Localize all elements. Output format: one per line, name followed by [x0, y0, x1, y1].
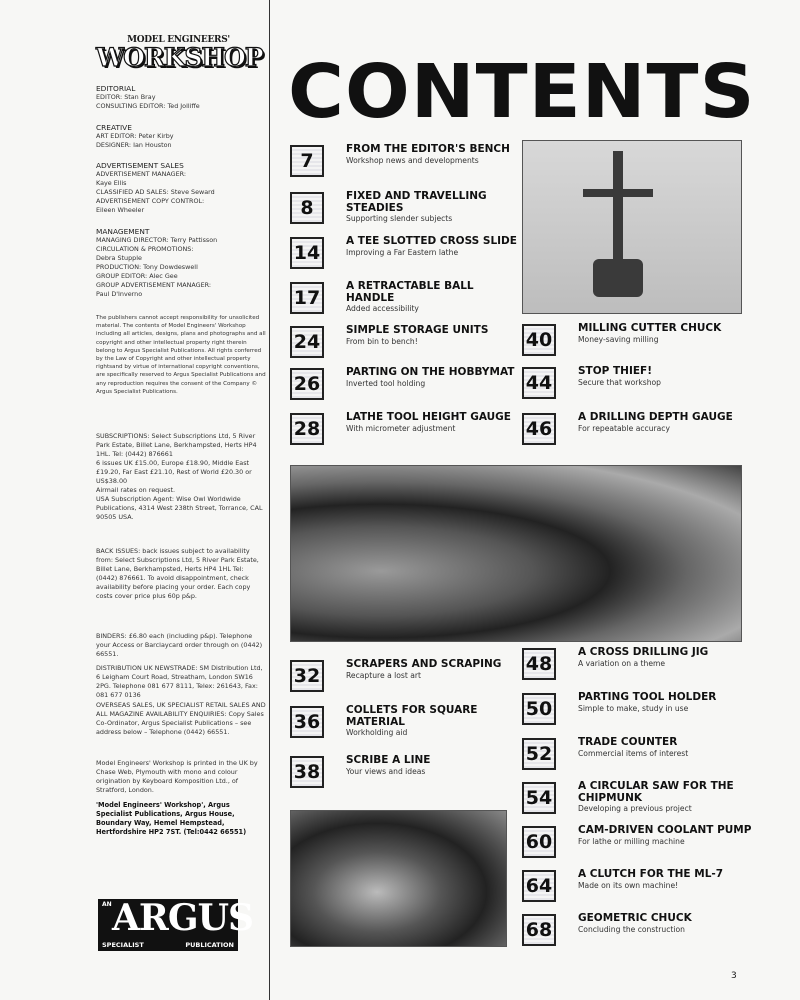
credit-line: Debra Stupple [96, 254, 142, 262]
entry-title-block [578, 825, 753, 847]
entry-subtitle: Improving a Far Eastern lathe [346, 247, 459, 257]
subscriptions [96, 432, 266, 522]
page-number-box: 64 [522, 870, 556, 902]
page-title: CONTENTS [288, 49, 756, 135]
entry-subtitle: Commercial items of interest [578, 748, 689, 758]
entry-title-block [346, 755, 521, 777]
entry-title-block [578, 412, 753, 434]
entry-subtitle: Secure that workshop [578, 377, 661, 387]
entry-title-block [578, 323, 753, 345]
credit-line: ADVERTISEMENT COPY CONTROL: [96, 197, 205, 205]
entry-title: A CIRCULAR SAW FOR THE CHIPMUNK [578, 780, 734, 804]
page-number-box: 7 [290, 145, 324, 177]
credit-line: CLASSIFIED AD SALES: Steve Seward [96, 188, 215, 196]
entry-subtitle: Made on its own machine! [578, 880, 679, 890]
entry-subtitle: Money-saving milling [578, 334, 659, 344]
entry-subtitle: Developing a previous project [578, 804, 692, 813]
page-number-box: 68 [522, 914, 556, 946]
credits-editorial [96, 84, 266, 111]
entry-title: CAM-DRIVEN COOLANT PUMP [578, 824, 752, 836]
entry-title: COLLETS FOR SQUARE MATERIAL [346, 704, 478, 728]
entry-title-block [578, 737, 753, 759]
entry-title: STOP THIEF! [578, 365, 652, 377]
entry-title-block [346, 705, 521, 738]
credit-line: CONSULTING EDITOR: Ted Jolliffe [96, 102, 200, 110]
page-number-box: 60 [522, 826, 556, 858]
credits-ad-sales [96, 161, 266, 215]
entry-subtitle: Inverted tool holding [346, 378, 426, 388]
page-number-box: 24 [290, 326, 324, 358]
entry-title-block [578, 781, 753, 814]
entry-subtitle: Recapture a lost art [346, 670, 422, 680]
entry-title: FROM THE EDITOR'S BENCH [346, 143, 510, 155]
entry-title-block [346, 144, 521, 166]
entry-subtitle: Workholding aid [346, 728, 408, 737]
page-number-box: 28 [290, 413, 324, 445]
entry-subtitle: For repeatable accuracy [578, 423, 670, 433]
entry-title-block [346, 236, 521, 258]
photo-ball-handle [522, 140, 742, 314]
credit-line: MANAGING DIRECTOR: Terry Pattisson [96, 236, 218, 244]
airmail-note: Airmail rates on request. [96, 486, 176, 494]
entry-subtitle: Supporting slender subjects [346, 214, 453, 223]
publisher-address: 'Model Engineers' Workshop', Argus Specialist Publications, Argus House, Boundary Way, Hemel Hempstead, Hertfordshire HP2 7ST. (Tel:0442 66551) [96, 801, 247, 836]
column-divider [269, 0, 270, 1000]
logo-right: PUBLICATION [185, 941, 234, 949]
section-heading: MANAGEMENT [96, 227, 150, 236]
page-number-box: 26 [290, 368, 324, 400]
section-heading: CREATIVE [96, 123, 132, 132]
page-number-box: 48 [522, 648, 556, 680]
entry-title: SCRAPERS AND SCRAPING [346, 658, 502, 670]
entry-title-block [346, 367, 521, 389]
entry-subtitle: Your views and ideas [346, 766, 426, 776]
page-number-box: 40 [522, 324, 556, 356]
disclaimer: The publishers cannot accept responsibility for unsolicited material. The contents of Model Engineers' Workshop including all articles, designs, plans and photographs and all copyright and other intellectual property right therein belong to Argus Specialist Publications. All rights conferred by the Law of Copyright and other intellectual property rightsand by virtue of international copyright conventions, are specifically reserved to Argus Specialist Publications and any reproduction requires the consent of the Company © Argus Specialist Publications. [96, 315, 266, 395]
credit-line: ADVERTISEMENT MANAGER: [96, 170, 187, 178]
credit-line: EDITOR: Stan Bray [96, 93, 156, 101]
subscriptions-text: SUBSCRIPTIONS: Select Subscriptions Ltd, 5 River Park Estate, Billet Lane, Berkhampsted, Herts HP4 1HL. Tel: (0442) 876661 [96, 432, 257, 458]
credit-line: GROUP ADVERTISEMENT MANAGER: [96, 281, 212, 289]
credits-creative [96, 123, 266, 150]
page-number-box: 8 [290, 192, 324, 224]
credit-line: ART EDITOR: Peter Kirby [96, 132, 174, 140]
credit-line: PRODUCTION: Tony Dowdeswell [96, 263, 198, 271]
entry-title: PARTING TOOL HOLDER [578, 691, 717, 703]
entry-subtitle: Added accessibility [346, 304, 419, 313]
entry-subtitle: From bin to bench! [346, 336, 418, 346]
page-number-box: 54 [522, 782, 556, 814]
logo-left: SPECIALIST [102, 941, 144, 949]
entry-subtitle: Workshop news and developments [346, 155, 479, 165]
entry-title: A RETRACTABLE BALL HANDLE [346, 280, 474, 304]
page-number-box: 46 [522, 413, 556, 445]
back-issues: BACK ISSUES: back issues subject to availability from: Select Subscriptions Ltd, 5 River Park Estate, Billet Lane, Berkhampsted, Herts HP4 1HL Tel: (0442) 876661. To avoid disappointment, check availability before placing your order. Each copy costs cover price plus 60p p&p. [96, 547, 259, 600]
entry-title-block [578, 869, 753, 891]
credit-line: CIRCULATION & PROMOTIONS: [96, 245, 194, 253]
page-number-box: 44 [522, 367, 556, 399]
page-number-box: 50 [522, 693, 556, 725]
masthead-logo [96, 36, 261, 71]
entry-subtitle: For lathe or milling machine [578, 836, 685, 846]
entry-subtitle: Concluding the construction [578, 924, 685, 934]
entry-title: PARTING ON THE HOBBYMAT [346, 366, 515, 378]
printer-note: Model Engineers' Workshop is printed in the UK by Chase Web, Plymouth with mono and colour origination by Keyboard Komposition Ltd., of Stratford, London. [96, 759, 258, 794]
entry-title: A CLUTCH FOR THE ML-7 [578, 868, 724, 880]
argus-publication-logo [98, 897, 253, 951]
credit-line: Paul D'Inverno [96, 290, 143, 298]
page-number-box: 14 [290, 237, 324, 269]
entry-title-block [346, 325, 521, 347]
entry-title-block [346, 412, 521, 434]
photo-workshop-machine [290, 810, 507, 947]
usa-agent: USA Subscription Agent: Wise Owl Worldwide Publications, 4314 West 238th Street, Torrance, CAL 90505 USA. [96, 495, 263, 521]
entry-title-block [578, 647, 753, 669]
credit-line: Kaye Ellis [96, 179, 127, 187]
subscription-rates: 6 issues UK £15.00, Europe £18.90, Middle East £19.20, Far East £21.10, Rest of World £20.30 or US$38.00 [96, 459, 252, 485]
entry-title: FIXED AND TRAVELLING STEADIES [346, 190, 487, 214]
page-number-box: 52 [522, 738, 556, 770]
entry-title: MILLING CUTTER CHUCK [578, 322, 722, 334]
binders: BINDERS: £6.80 each (including p&p). Telephone your Access or Barclaycard order through on (0442) 66551. [96, 632, 263, 658]
logo-name: ARGUS [112, 897, 253, 939]
entry-subtitle: With micrometer adjustment [346, 423, 456, 433]
page-number-box: 32 [290, 660, 324, 692]
entry-title-block [578, 913, 753, 935]
entry-title: LATHE TOOL HEIGHT GAUGE [346, 411, 511, 423]
entry-title-block [346, 191, 521, 224]
page-number-box: 38 [290, 756, 324, 788]
masthead-line1: MODEL ENGINEERS' [127, 35, 230, 45]
entry-subtitle: A variation on a theme [578, 658, 666, 668]
entry-title-block [346, 659, 521, 681]
logo-an: AN [102, 901, 112, 908]
distribution: DISTRIBUTION UK NEWSTRADE: SM Distribution Ltd, 6 Leigham Court Road, Streatham, London SW16 2PG. Telephone 081 677 8111, Telex: 261643, Fax: 081 677 0136 [96, 664, 263, 699]
entry-subtitle: Simple to make, study in use [578, 703, 689, 713]
entry-title: A CROSS DRILLING JIG [578, 646, 709, 658]
entry-title-block [578, 692, 753, 714]
entry-title: SIMPLE STORAGE UNITS [346, 324, 489, 336]
overseas-sales: OVERSEAS SALES, UK SPECIALIST RETAIL SALES AND ALL MAGAZINE AVAILABILITY ENQUIRIES: Copy Sales Co-Ordinator, Argus Specialist Publications – see address below – Telephone (0442) 66551. [96, 701, 266, 736]
credit-line: Eileen Wheeler [96, 206, 145, 214]
masthead-line2: WORKSHOP [96, 43, 263, 72]
entry-title: A TEE SLOTTED CROSS SLIDE [346, 235, 517, 247]
credit-line: GROUP EDITOR: Alec Gee [96, 272, 178, 280]
section-heading: ADVERTISEMENT SALES [96, 161, 184, 170]
entry-title: GEOMETRIC CHUCK [578, 912, 692, 924]
section-heading: EDITORIAL [96, 84, 136, 93]
entry-title: SCRIBE A LINE [346, 754, 431, 766]
entry-title-block [346, 281, 521, 314]
page-number-box: 17 [290, 282, 324, 314]
entry-title: A DRILLING DEPTH GAUGE [578, 411, 733, 423]
photo-lathe-gauge [290, 465, 742, 642]
credits-management [96, 227, 266, 299]
credit-line: DESIGNER: Ian Houston [96, 141, 172, 149]
page-number: 3 [731, 971, 737, 981]
entry-title: TRADE COUNTER [578, 736, 678, 748]
entry-title-block [578, 366, 753, 388]
page-number-box: 36 [290, 706, 324, 738]
